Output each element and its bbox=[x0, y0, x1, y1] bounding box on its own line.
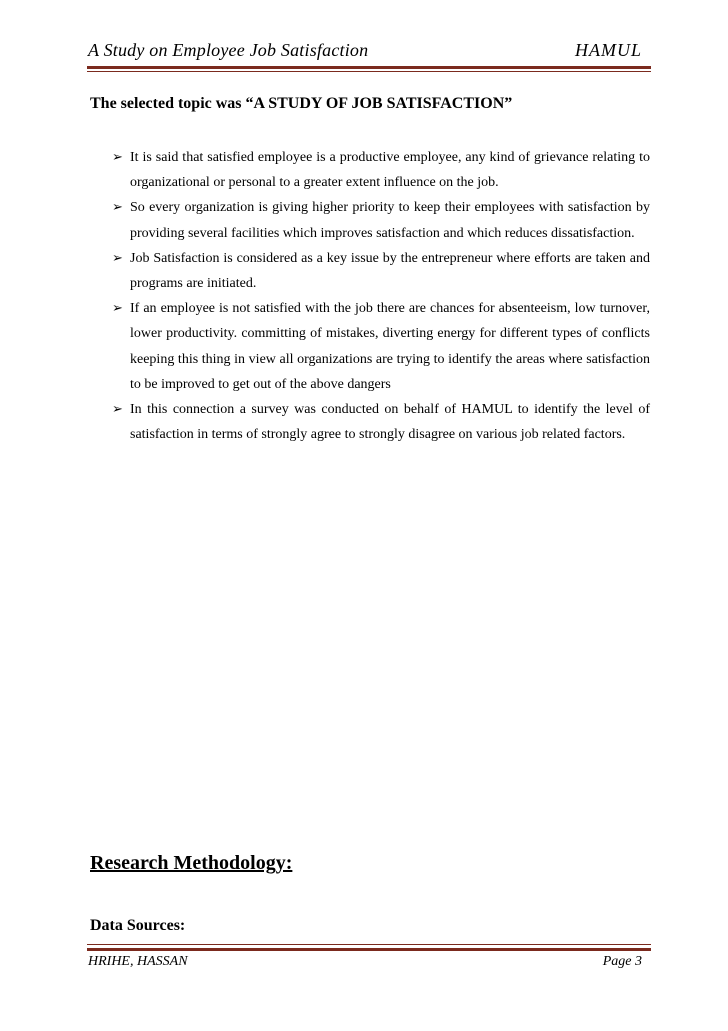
topic-heading: The selected topic was “A STUDY OF JOB SATISFACTION” bbox=[90, 95, 513, 112]
header-org: HAMUL bbox=[575, 40, 642, 60]
list-item bbox=[112, 246, 650, 296]
list-item-text: In this connection a survey was conducted on behalf of HAMUL to identify the level of satisfaction in terms of strongly agree to strongly disagree on various job related factors. bbox=[130, 402, 650, 443]
footer-author: HRIHE, HASSAN bbox=[88, 954, 188, 969]
bullet-list bbox=[112, 145, 650, 447]
arrow-bullet-icon: ➢ bbox=[112, 250, 123, 266]
list-item-text: So every organization is giving higher priority to keep their employees with satisfaction by providing several facilities which improves satisfaction and which reduces dissatisfaction. bbox=[130, 200, 650, 241]
footer-rule-thin bbox=[87, 944, 651, 945]
list-item-text: Job Satisfaction is considered as a key issue by the entrepreneur where efforts are taken and programs are initiated. bbox=[130, 250, 650, 292]
page-header bbox=[88, 40, 650, 64]
list-item-text: It is said that satisfied employee is a productive employee, any kind of grievance relating to organizational or personal to a greater extent influence on the job. bbox=[130, 150, 650, 191]
research-methodology-heading: Research Methodology: bbox=[90, 852, 293, 874]
footer-rule-thick bbox=[87, 948, 651, 951]
list-item bbox=[112, 145, 650, 195]
data-sources-heading: Data Sources: bbox=[90, 917, 186, 934]
list-item bbox=[112, 296, 650, 397]
arrow-bullet-icon: ➢ bbox=[112, 200, 123, 216]
list-item bbox=[112, 195, 650, 245]
list-item-text: If an employee is not satisfied with the job there are chances for absenteeism, low turnover, lower productivity. committing of mistakes, diverting energy for different types of conflicts keeping this thing in view all organizations are trying to identify the areas where satisfaction to be improved to get out of the above dangers bbox=[130, 301, 650, 392]
header-rule-thick bbox=[87, 66, 651, 69]
list-item bbox=[112, 397, 650, 447]
arrow-bullet-icon: ➢ bbox=[112, 301, 123, 317]
header-rule-thin bbox=[87, 71, 651, 72]
header-title: A Study on Employee Job Satisfaction bbox=[88, 40, 369, 60]
arrow-bullet-icon: ➢ bbox=[112, 150, 123, 165]
page-number: Page 3 bbox=[602, 954, 642, 969]
arrow-bullet-icon: ➢ bbox=[112, 402, 123, 418]
